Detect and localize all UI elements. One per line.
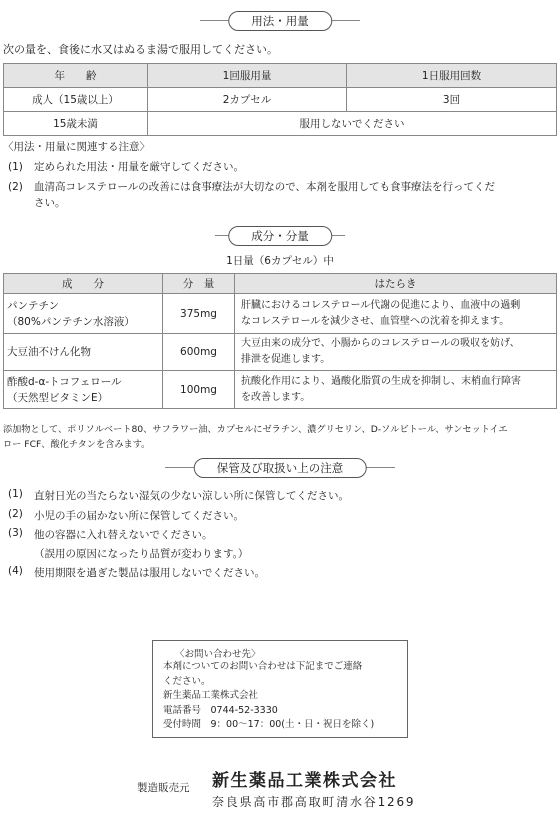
usage-cell-times: 3回: [347, 88, 557, 112]
usage-note-num: (1): [8, 161, 23, 173]
ingredient-effect: [235, 334, 557, 371]
manufacturer-label: 製造販売元: [137, 782, 190, 794]
usage-header-dose: 1回服用量: [148, 64, 347, 88]
ingredients-header-name: 成 分: [4, 274, 163, 294]
storage-item-text: 直射日光の当たらない湿気の少ない涼しい所に保管してください。: [34, 490, 349, 502]
contact-line: 電話番号 0744-52-3330: [163, 704, 278, 716]
ingredient-effect-line: 排泄を促進します。: [241, 354, 331, 365]
manufacturer-address: 奈良県高市郡高取町清水谷1269: [212, 795, 416, 809]
storage-item-text: 小児の手の届かない所に保管してください。: [34, 510, 244, 522]
ingredients-subtitle: 1日量（6カプセル）中: [226, 255, 334, 267]
contact-line: 新生薬品工業株式会社: [163, 690, 259, 701]
ingredient-name-line: （80%パンテチン水溶液）: [7, 315, 135, 328]
storage-item-num: (1): [8, 488, 23, 500]
usage-table: [3, 63, 557, 136]
ingredient-effect-line: 大豆由来の成分で、小腸からのコレステロールの吸収を妨げ、: [241, 338, 520, 349]
contact-title: 〈お問い合わせ先〉: [175, 649, 261, 660]
usage-note-text: 定められた用法・用量を厳守してください。: [34, 161, 244, 173]
ingredients-header-effect: はたらき: [235, 274, 557, 294]
ingredient-name-line: （天然型ビタミンE）: [7, 391, 109, 404]
usage-cell-dose-merged: 服用しないでください: [148, 112, 557, 136]
ingredient-effect: [235, 294, 557, 334]
contact-line: 本剤についてのお問い合わせは下記までご連絡: [163, 661, 363, 672]
usage-cell-age: 成人（15歳以上）: [4, 88, 148, 112]
ingredient-effect-line: なコレステロールを減少させ、血管壁への沈着を抑えます。: [241, 315, 510, 327]
storage-item-text: （誤用の原因になったり品質が変わります。）: [34, 548, 249, 560]
ingredient-amount: 100mg: [163, 371, 235, 409]
ingredient-name-line: 酢酸d-α-トコフェロール: [7, 375, 122, 388]
usage-notes-title: 〈用法・用量に関連する注意〉: [3, 141, 150, 153]
contact-box: [152, 640, 408, 738]
table-row: [4, 112, 557, 136]
usage-note-text-cont: さい。: [34, 197, 66, 209]
storage-item-text: 他の容器に入れ替えないでください。: [34, 529, 213, 541]
ingredient-amount: 375mg: [163, 294, 235, 334]
usage-intro: 次の量を、食後に水又はぬるま湯で服用してください。: [3, 43, 278, 56]
usage-cell-age: 15歳未満: [4, 112, 148, 136]
ingredients-additives: [3, 422, 508, 452]
ingredient-name: [4, 294, 163, 334]
table-row: [4, 371, 557, 409]
table-row: [4, 88, 557, 112]
usage-header-age: 年 齢: [4, 64, 148, 88]
additives-line: ロー FCF、酸化チタンを含みます。: [3, 439, 151, 450]
ingredient-effect-line: 抗酸化作用により、過酸化脂質の生成を抑制し、末梢血行障害: [241, 375, 521, 387]
ingredient-name: [4, 334, 163, 371]
ingredient-effect: [235, 371, 557, 409]
ingredient-effect-line: 肝臓におけるコレステロール代謝の促進により、血液中の過剰: [241, 299, 521, 311]
usage-cell-dose: 2カプセル: [148, 88, 347, 112]
contact-lines: [163, 660, 374, 733]
contact-line: 受付時間 9：00〜17：00(土・日・祝日を除く): [163, 719, 375, 730]
storage-item-num: (4): [8, 565, 23, 577]
ingredient-name-line: パンテチン: [7, 299, 59, 312]
usage-header-times: 1日服用回数: [347, 64, 557, 88]
storage-item-num: (3): [8, 527, 23, 539]
storage-item-num: (2): [8, 508, 23, 520]
ingredient-amount: 600mg: [163, 334, 235, 371]
usage-note-num: (2): [8, 181, 23, 193]
ingredients-table: [3, 273, 557, 409]
usage-heading: 用法・用量: [228, 11, 332, 31]
table-row: [4, 294, 557, 334]
manufacturer-name: 新生薬品工業株式会社: [212, 771, 397, 791]
contact-line: ください。: [163, 675, 211, 687]
usage-note-text: 血清高コレステロールの改善には食事療法が大切なので、本剤を服用しても食事療法を行ってくだ: [34, 181, 496, 193]
additives-line: 添加物として、ポリソルベート80、サフラワー油、カプセルにゼラチン、濃グリセリン、D-ソルビトール、サンセットイエ: [3, 424, 508, 435]
storage-item-text: 使用期限を過ぎた製品は服用しないでください。: [34, 567, 265, 579]
ingredients-heading: 成分・分量: [228, 226, 332, 246]
storage-heading: 保管及び取扱い上の注意: [194, 458, 367, 478]
ingredient-effect-line: を改善します。: [241, 391, 311, 403]
ingredients-header-amount: 分 量: [163, 274, 235, 294]
ingredient-name: [4, 371, 163, 409]
table-row: [4, 334, 557, 371]
ingredient-name-line: 大豆油不けん化物: [7, 346, 91, 358]
